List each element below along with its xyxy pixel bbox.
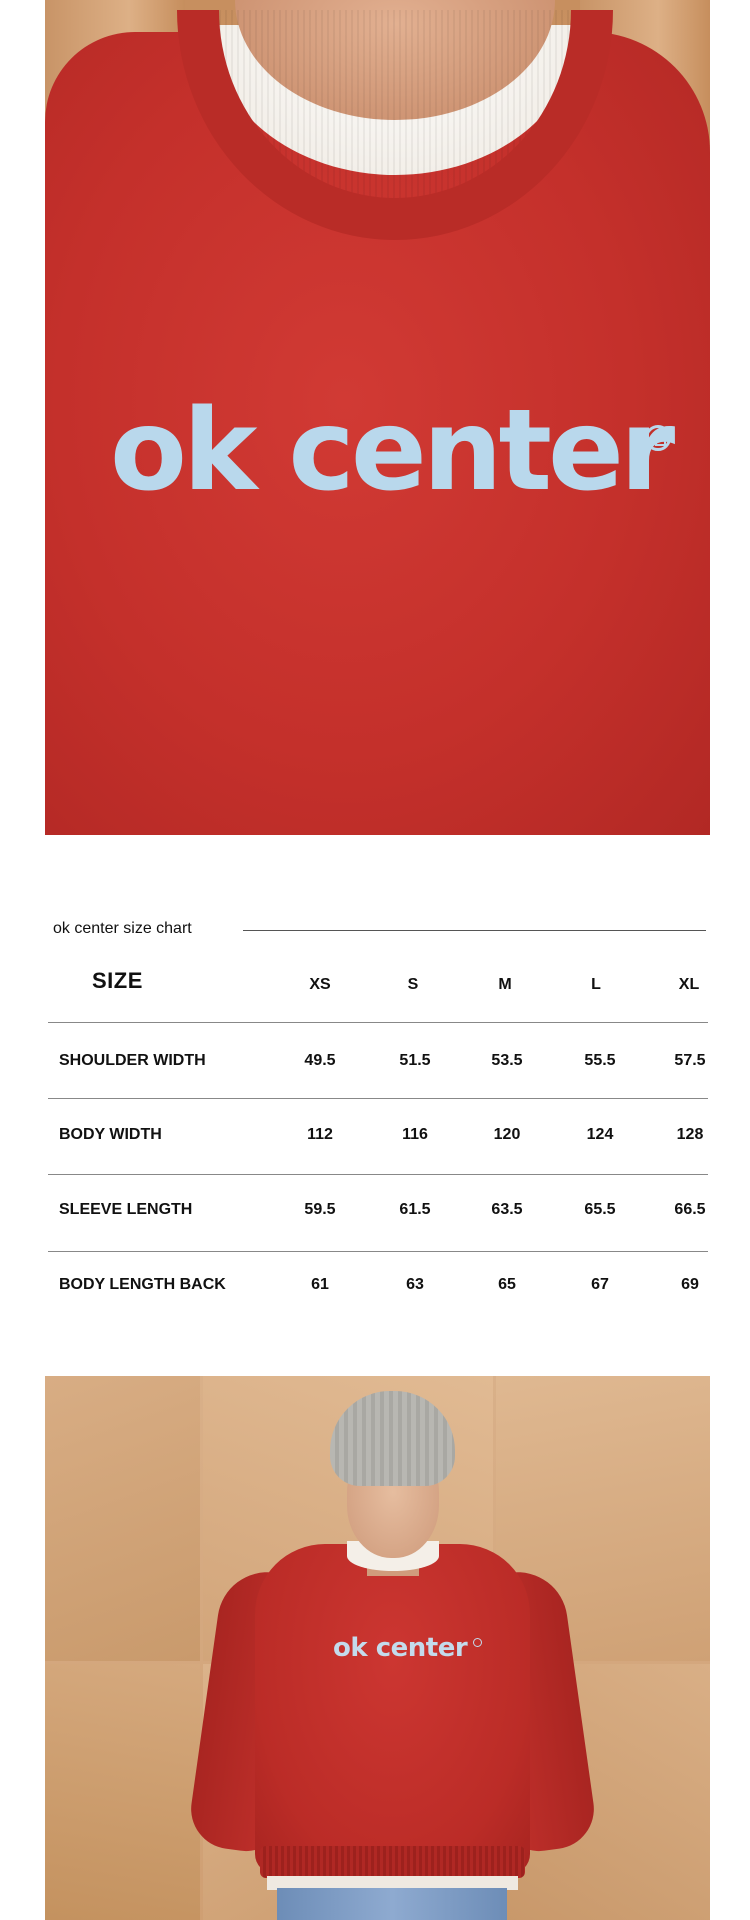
table-cell: 61.5 [399, 1201, 431, 1218]
table-cell: 63 [406, 1276, 424, 1293]
plywood-panel [45, 1664, 200, 1920]
table-cell: 128 [676, 1126, 704, 1143]
size-chart-heading: ok center size chart [53, 920, 192, 937]
size-header-l: L [591, 976, 601, 993]
table-cell: 55.5 [584, 1052, 616, 1069]
row-label-body-length-back: BODY LENGTH BACK [59, 1276, 226, 1293]
table-cell: 51.5 [399, 1052, 431, 1069]
table-cell: 67 [591, 1276, 609, 1293]
table-divider [48, 1098, 708, 1099]
table-cell: 112 [307, 1126, 333, 1143]
model-sweatshirt [255, 1544, 530, 1874]
table-cell: 65.5 [584, 1201, 616, 1218]
registered-mark-icon [473, 1638, 482, 1647]
table-cell: 66.5 [674, 1201, 706, 1218]
table-cell: 116 [402, 1126, 428, 1143]
table-cell: 57.5 [674, 1052, 706, 1069]
table-divider [48, 1174, 708, 1175]
table-divider [48, 1022, 708, 1023]
table-cell: 61 [311, 1276, 329, 1293]
table-cell: 53.5 [491, 1052, 523, 1069]
row-label-shoulder-width: SHOULDER WIDTH [59, 1052, 206, 1069]
model-jeans [277, 1888, 507, 1920]
plywood-panel [45, 1376, 200, 1661]
sweatshirt-print-logo: ok center [110, 386, 672, 516]
size-header-m: M [498, 976, 512, 993]
table-cell: 63.5 [491, 1201, 523, 1218]
table-cell: 124 [586, 1126, 614, 1143]
table-cell: 120 [493, 1126, 521, 1143]
size-header-xl: XL [678, 976, 700, 993]
size-column-label: SIZE [92, 968, 143, 993]
sweatshirt-rib-hem [260, 1846, 525, 1878]
size-header-s: S [407, 976, 419, 993]
table-cell: 59.5 [304, 1201, 336, 1218]
model-sweatshirt-logo: ok center [333, 1633, 468, 1663]
model-photo [45, 1376, 710, 1920]
row-label-body-width: BODY WIDTH [59, 1126, 162, 1143]
size-header-xs: XS [309, 976, 331, 993]
product-closeup-photo [45, 0, 710, 835]
row-label-sleeve-length: SLEEVE LENGTH [59, 1201, 193, 1218]
table-cell: 49.5 [304, 1052, 336, 1069]
table-divider [48, 1251, 708, 1252]
table-cell: 65 [498, 1276, 516, 1293]
registered-mark-icon [645, 425, 671, 451]
heading-divider [243, 930, 706, 931]
table-cell: 69 [681, 1276, 699, 1293]
